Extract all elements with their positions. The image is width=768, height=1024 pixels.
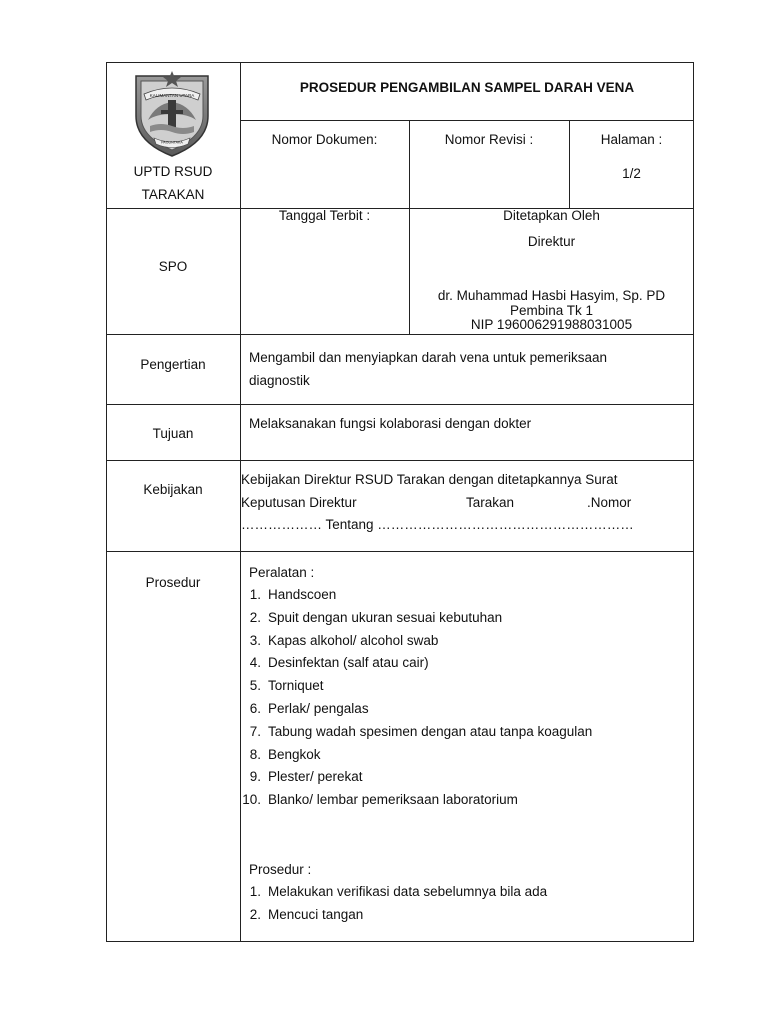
list-number: 2. [249,609,261,625]
list-item-text: Bengkok [268,746,321,762]
page-label: Halaman : [600,132,663,147]
list-item-text: Tabung wadah spesimen dengan atau tanpa koagulan [268,723,593,739]
list-item [240,766,592,789]
equipment-heading: Peralatan : [249,565,315,580]
list-number: 7. [249,723,261,739]
prosedur-label: Prosedur [145,575,201,590]
list-number: 1. [249,884,261,899]
tujuan-text: Melaksanakan fungsi kolaborasi dengan dokter [249,416,532,431]
institution-name [106,160,240,206]
list-item [240,721,592,744]
list-item-text: Torniquet [268,678,324,694]
approver-rank: Pembina Tk 1 [509,302,594,318]
row-divider [106,334,694,335]
list-item [240,675,592,698]
row-divider [106,551,694,552]
procedure-list [240,881,547,927]
list-number: 5. [249,678,261,694]
kebijakan-line: Keputusan Direktur [241,495,357,510]
list-item-text: Blanko/ lembar pemeriksaan laboratorium [268,792,518,808]
list-item [240,630,592,653]
approver-title: Direktur [527,234,576,249]
list-item [240,904,547,927]
list-item-text: Perlak/ pengalas [268,700,369,716]
approver-name: dr. Muhammad Hasbi Hasyim, Sp. PD [437,288,666,303]
row-divider [106,460,694,461]
row-divider [240,120,694,121]
city-emblem-icon [130,70,214,158]
kebijakan-line: Kebijakan Direktur RSUD Tarakan dengan ditetapkannya Surat [241,472,618,487]
procedure-heading: Prosedur : [249,862,312,877]
list-number: 4. [249,655,261,671]
list-item [240,789,592,812]
doc-number-label: Nomor Dokumen: [271,132,378,147]
pengertian-text [249,346,689,392]
issue-date-label: Tanggal Terbit : [278,208,371,223]
kebijakan-line: .Nomor [587,495,632,510]
list-number: 6. [249,700,261,716]
list-item-text: Melakukan verifikasi data sebelumnya bila ada [268,884,548,899]
hospital-logo [130,70,214,158]
list-item-text: Kapas alkohol/ alcohol swab [268,632,439,648]
tujuan-label: Tujuan [152,426,194,441]
row-divider [106,404,694,405]
list-item-text: Spuit dengan ukuran sesuai kebutuhan [268,609,503,625]
pengertian-label: Pengertian [140,357,206,372]
list-number: 9. [249,769,261,785]
document-title: PROSEDUR PENGAMBILAN SAMPEL DARAH VENA [299,80,635,95]
approved-by-label: Ditetapkan Oleh [503,208,600,223]
list-number: 3. [249,632,261,648]
list-item [240,584,592,607]
list-item-text: Desinfektan (salf atau cair) [268,655,429,671]
list-item [240,881,547,904]
list-item [240,698,592,721]
list-item [240,607,592,630]
svg-text:PAGUNTAKA: PAGUNTAKA [161,140,183,145]
pengertian-line: diagnostik [249,373,310,388]
list-item [240,652,592,675]
institution-line-1: UPTD RSUD [133,164,213,179]
approver-block [409,289,694,333]
equipment-list [240,584,592,812]
spo-label: SPO [158,259,188,274]
pengertian-line: Mengambil dan menyiapkan darah vena untuk pemeriksaan [249,350,607,365]
page-value: 1/2 [622,166,641,181]
list-item-text: Plester/ perekat [268,769,363,785]
kebijakan-line: ……………… Tentang ………………………………………………… [241,517,634,532]
list-number: 1. [249,587,261,602]
list-number: 10. [242,792,261,808]
approver-nip: NIP 196006291988031005 [470,317,633,332]
svg-text:KALIMANTAN UTARA: KALIMANTAN UTARA [149,93,195,98]
kebijakan-label: Kebijakan [143,482,203,497]
list-item-text: Handscoen [268,587,337,602]
revision-label: Nomor Revisi : [444,132,534,147]
institution-line-2: TARAKAN [141,187,205,202]
list-item [240,744,592,767]
kebijakan-line: Tarakan [466,495,515,510]
list-number: 2. [249,906,261,922]
list-number: 8. [249,746,261,762]
list-item-text: Mencuci tangan [268,906,364,922]
